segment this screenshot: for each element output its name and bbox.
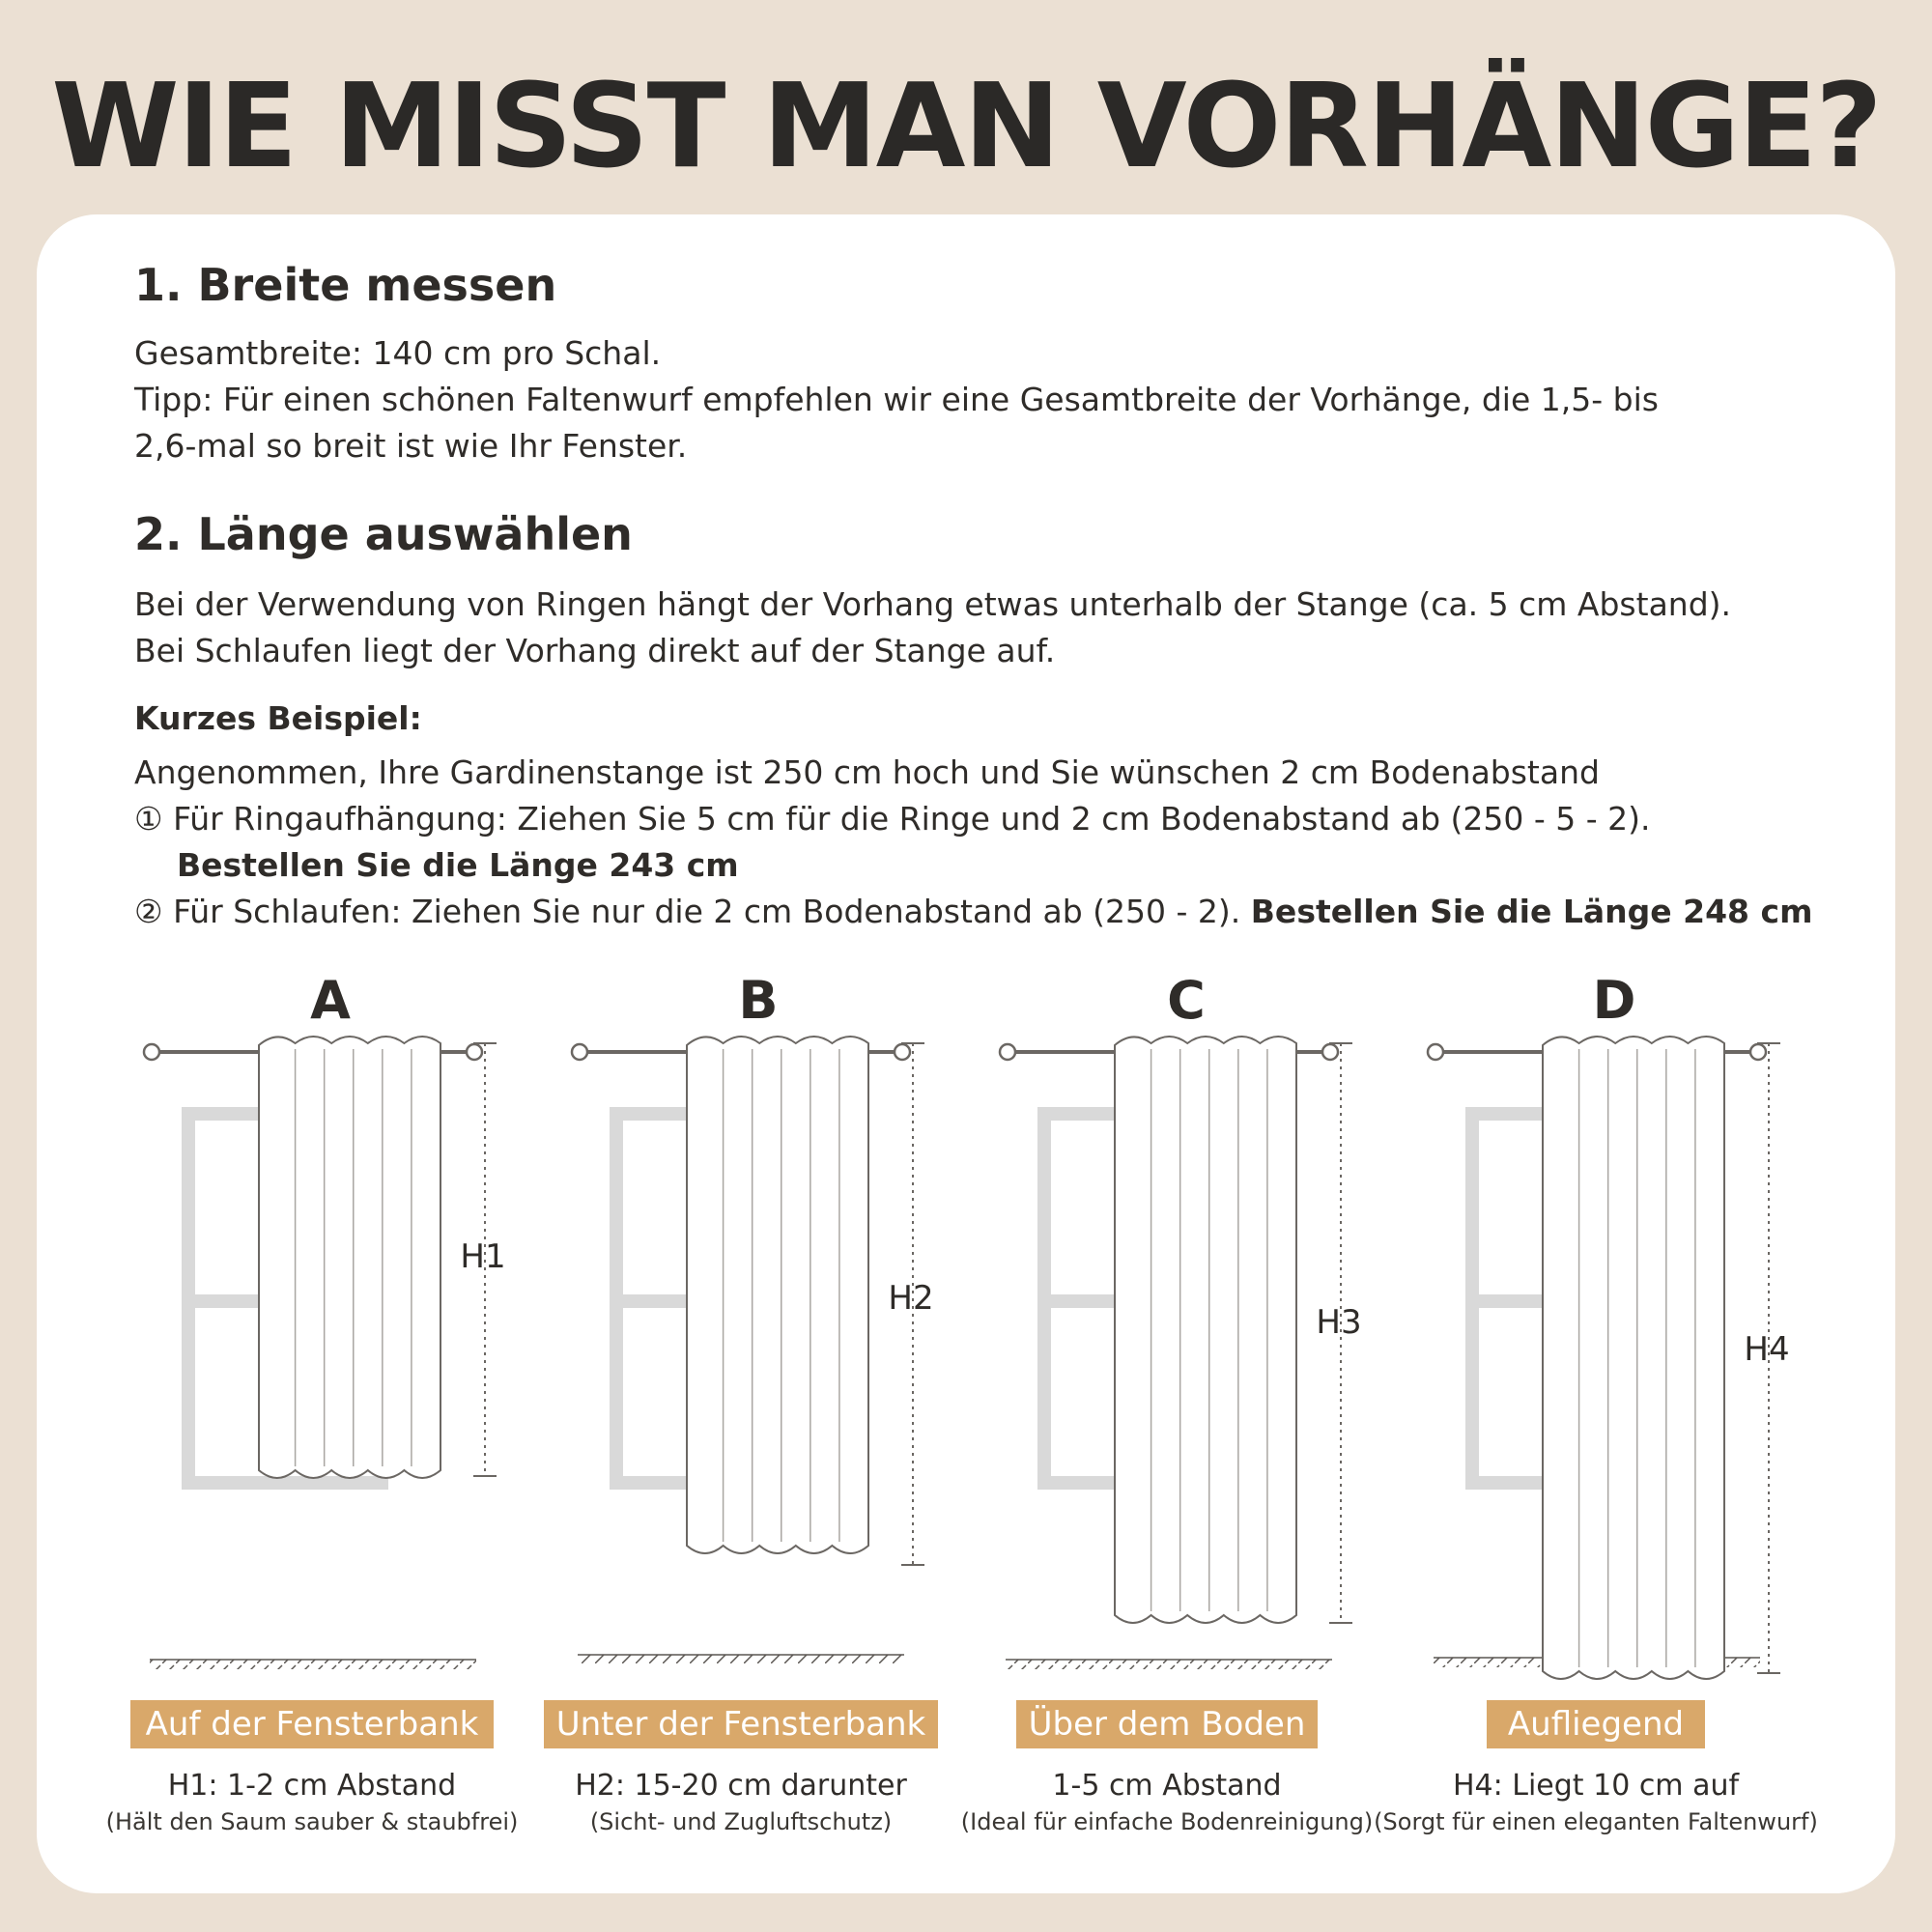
diagram-c — [961, 970, 1373, 1835]
rod-end-left — [1000, 1044, 1015, 1060]
width-line-1: Gesamtbreite: 140 cm pro Schal. — [134, 334, 662, 372]
example-step-2-text: ② Für Schlaufen: Ziehen Sie nur die 2 cm Bodenabstand ab (250 - 2). — [134, 893, 1251, 930]
width-line-2: Tipp: Für einen schönen Faltenwurf empfehlen wir eine Gesamtbreite der Vorhänge, die 1,5- bis — [134, 381, 1659, 418]
example-heading: Kurzes Beispiel: — [134, 699, 422, 737]
window-frame-side — [182, 1107, 195, 1490]
diagram-letter: A — [310, 970, 351, 1031]
option-badge-label: Über dem Boden — [1028, 1705, 1306, 1744]
diagram-a — [106, 970, 519, 1835]
window-sill — [182, 1476, 388, 1490]
window-frame-middle — [1479, 1294, 1548, 1308]
height-label: H1 — [460, 1237, 506, 1276]
height-label: H4 — [1744, 1330, 1790, 1369]
option-note: (Sorgt für einen eleganten Faltenwurf) — [1374, 1808, 1818, 1835]
width-heading: 1. Breite messen — [134, 259, 557, 311]
diagram-letter: C — [1167, 970, 1206, 1031]
rod-end-right — [467, 1044, 482, 1060]
option-badge-label: Auf der Fensterbank — [145, 1705, 479, 1744]
window-frame-middle — [623, 1294, 693, 1308]
option-note: (Ideal für einfache Bodenreinigung) — [960, 1808, 1374, 1835]
diagram-letter: D — [1592, 970, 1636, 1031]
height-label: H3 — [1316, 1303, 1362, 1342]
option-caption: H2: 15-20 cm darunter — [575, 1769, 907, 1803]
page-title: WIE MISST MAN VORHÄNGE? — [51, 60, 1881, 194]
rod-end-right — [895, 1044, 910, 1060]
width-line-3: 2,6-mal so breit ist wie Ihr Fenster. — [134, 427, 688, 465]
window-frame-top — [182, 1107, 265, 1121]
rod-end-left — [572, 1044, 587, 1060]
option-caption: H4: Liegt 10 cm auf — [1452, 1769, 1740, 1803]
rod-end-right — [1750, 1044, 1766, 1060]
example-intro: Angenommen, Ihre Gardinenstange ist 250 cm hoch und Sie wünschen 2 cm Bodenabstand — [134, 753, 1600, 791]
window-frame-top — [1037, 1107, 1121, 1121]
rod-end-left — [144, 1044, 159, 1060]
window-frame-top — [1465, 1107, 1548, 1121]
diagram-b — [544, 970, 938, 1835]
rod-end-right — [1322, 1044, 1338, 1060]
window-frame-side — [1037, 1107, 1051, 1490]
example-step-2-result: Bestellen Sie die Länge 248 cm — [1250, 893, 1813, 930]
window-frame-side — [1465, 1107, 1479, 1490]
floor-hatch — [1006, 1660, 1332, 1669]
option-badge-label: Aufliegend — [1507, 1705, 1685, 1744]
curtain-panel — [259, 1037, 440, 1478]
option-note: (Hält den Saum sauber & staubfrei) — [105, 1808, 519, 1835]
curtain-panel — [1115, 1037, 1296, 1623]
diagram-letter: B — [738, 970, 779, 1031]
curtain-panel — [687, 1037, 868, 1553]
example-step-1: ① Für Ringaufhängung: Ziehen Sie 5 cm für die Ringe und 2 cm Bodenabstand ab (250 - 5 - 2). — [134, 800, 1651, 838]
length-line-2: Bei Schlaufen liegt der Vorhang direkt auf der Stange auf. — [134, 632, 1056, 669]
window-frame-middle — [1051, 1294, 1121, 1308]
window-frame-middle — [195, 1294, 265, 1308]
diagram-d — [1374, 970, 1818, 1835]
window-frame-top — [610, 1107, 693, 1121]
curtain-panel — [1543, 1037, 1724, 1679]
option-badge-label: Unter der Fensterbank — [555, 1705, 926, 1744]
option-caption: H1: 1-2 cm Abstand — [167, 1769, 457, 1803]
option-note: (Sicht- und Zugluftschutz) — [589, 1808, 893, 1835]
floor-hatch — [150, 1660, 476, 1669]
example-step-1-result: Bestellen Sie die Länge 243 cm — [177, 846, 739, 884]
rod-end-left — [1428, 1044, 1443, 1060]
floor-hatch — [578, 1655, 904, 1664]
height-label: H2 — [888, 1279, 934, 1318]
length-line-1: Bei der Verwendung von Ringen hängt der Vorhang etwas unterhalb der Stange (ca. 5 cm Abstand). — [134, 585, 1732, 623]
option-caption: 1-5 cm Abstand — [1052, 1769, 1282, 1803]
length-heading: 2. Länge auswählen — [134, 508, 633, 560]
window-frame-side — [610, 1107, 623, 1490]
